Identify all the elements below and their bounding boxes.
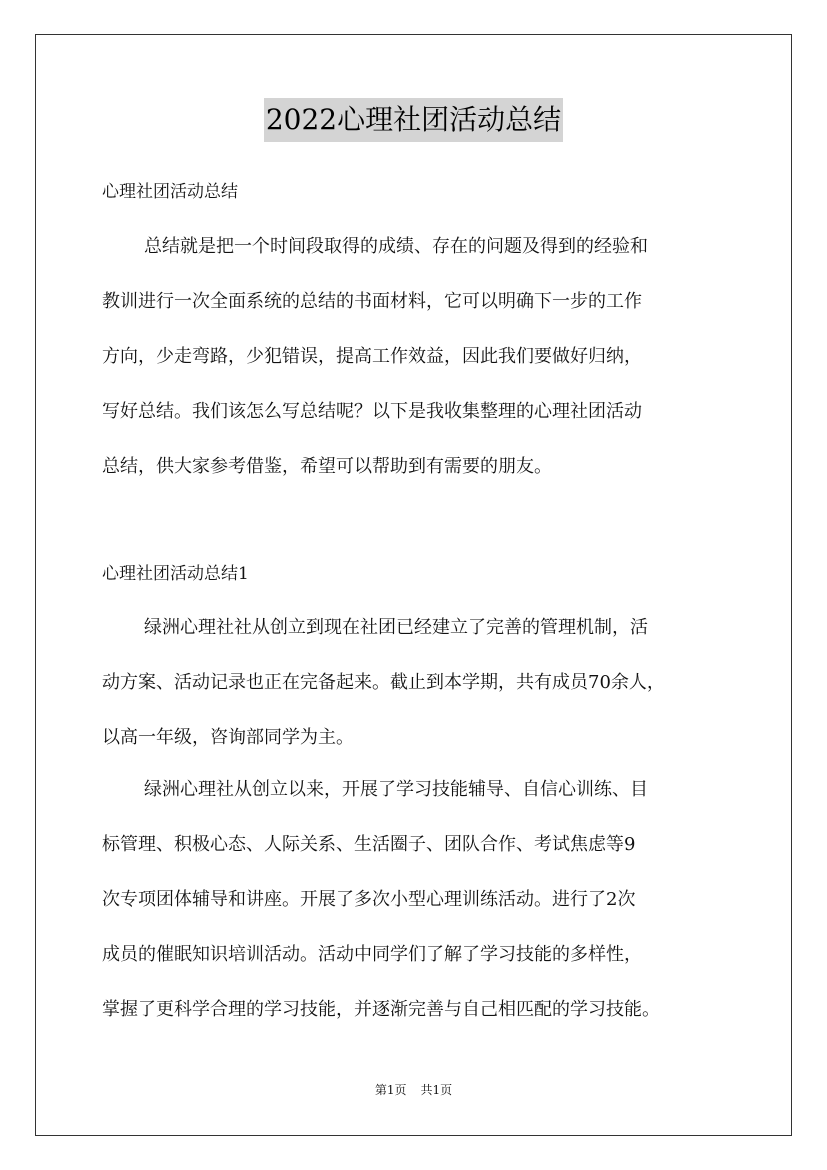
paragraph-line: 绿洲心理社从创立以来，开展了学习技能辅导、自信心训练、目 [144, 779, 648, 800]
paragraph-line: 掌握了更科学合理的学习技能，并逐渐完善与自己相匹配的学习技能。 [102, 999, 660, 1020]
section-heading-1: 心理社团活动总结1 [102, 564, 249, 584]
paragraph-line: 总结就是把一个时间段取得的成绩、存在的问题及得到的经验和 [144, 236, 648, 257]
paragraph-line: 标管理、积极心态、人际关系、生活圈子、团队合作、考试焦虑等9 [102, 834, 636, 855]
paragraph-line: 教训进行一次全面系统的总结的书面材料，它可以明确下一步的工作 [102, 291, 642, 312]
page-total: 共1页 [420, 1083, 453, 1097]
page-number: 第1页 [374, 1083, 407, 1097]
section-heading-main: 心理社团活动总结 [102, 182, 238, 202]
paragraph-2 [102, 778, 732, 1053]
paragraph-line: 次专项团体辅导和讲座。开展了多次小型心理训练活动。进行了2次 [102, 889, 636, 910]
paragraph-line: 总结，供大家参考借鉴，希望可以帮助到有需要的朋友。 [102, 456, 552, 477]
paragraph-line: 写好总结。我们该怎么写总结呢？以下是我收集整理的心理社团活动 [102, 401, 642, 422]
document-title: 2022心理社团活动总结 [264, 98, 563, 142]
paragraph-1 [102, 616, 732, 781]
paragraph-line: 绿洲心理社社从创立到现在社团已经建立了完善的管理机制，活 [144, 617, 648, 638]
page-footer [0, 1082, 827, 1098]
paragraph-line: 以高一年级，咨询部同学为主。 [102, 727, 354, 748]
paragraph-line: 成员的催眠知识培训活动。活动中同学们了解了学习技能的多样性， [102, 944, 642, 965]
paragraph-line: 动方案、活动记录也正在完备起来。截止到本学期，共有成员70余人， [102, 672, 665, 693]
title-container [0, 98, 827, 142]
intro-paragraph [102, 235, 732, 510]
paragraph-line: 方向，少走弯路，少犯错误，提高工作效益，因此我们要做好归纳， [102, 346, 642, 367]
